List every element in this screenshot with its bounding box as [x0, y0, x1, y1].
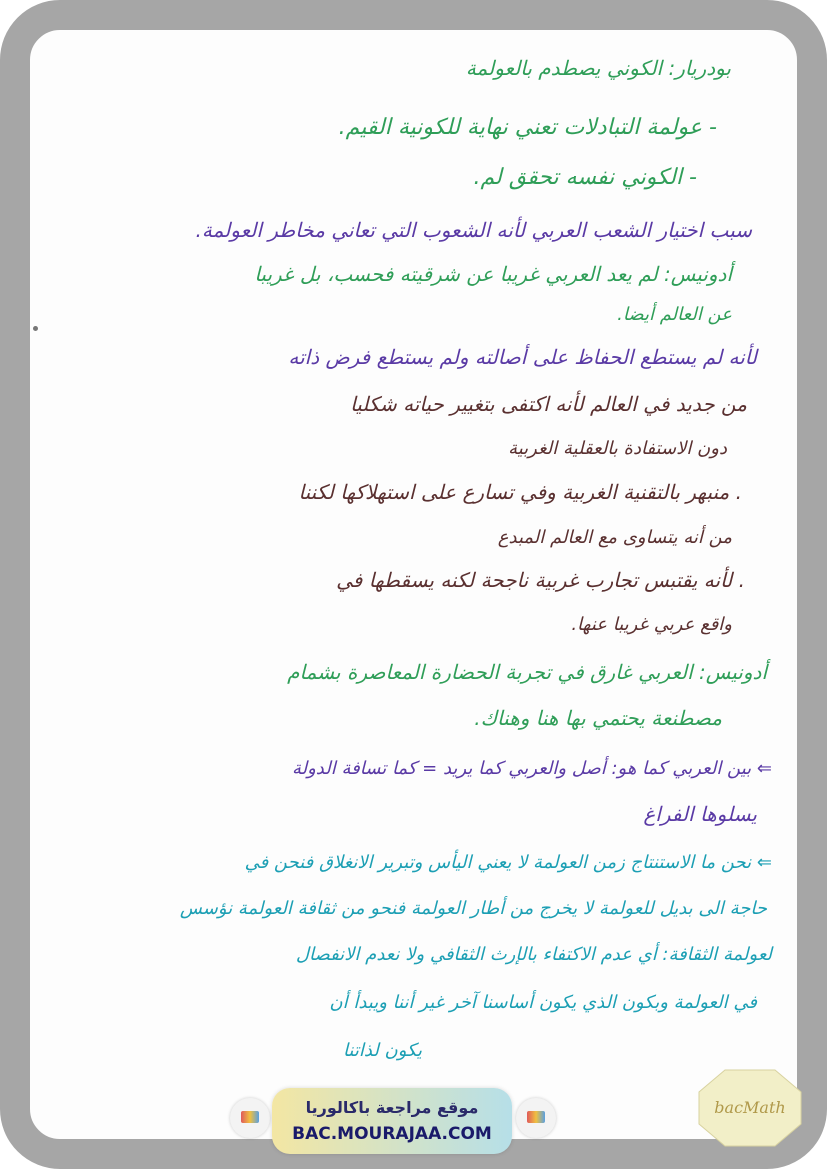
bacmath-badge: [697, 1068, 803, 1148]
note-line-17: يسلوها الفراغ: [643, 802, 757, 826]
note-line-7: لأنه لم يستطع الحفاظ على أصالته ولم يستطع فرض ذاته: [288, 345, 757, 369]
site-banner-link[interactable]: [272, 1088, 512, 1154]
note-line-5: أدونيس: لم يعد العربي غريبا عن شرقيته فحسب، بل غريبا: [254, 262, 732, 286]
note-line-13: واقع عربي غريبا عنها.: [571, 614, 732, 635]
note-line-9: دون الاستفادة بالعقلية الغربية: [508, 438, 727, 459]
note-line-20: لعولمة الثقافة: أي عدم الاكتفاء بالإرث الثقافي ولا نعدم الانفصال: [295, 944, 772, 965]
book-icon: [241, 1111, 259, 1123]
note-line-22: يكون لذاتنا: [342, 1040, 422, 1061]
note-line-6: عن العالم أيضا.: [617, 304, 732, 325]
margin-dot: [33, 326, 38, 331]
note-line-3: - الكوني نفسه تحقق لم.: [473, 165, 697, 190]
note-line-15: مصطنعة يحتمي بها هنا وهناك.: [474, 706, 722, 730]
note-line-2: - عولمة التبادلات تعني نهاية للكونية القيم.: [338, 115, 717, 140]
badge-label: bacMath: [714, 1098, 786, 1117]
site-banner-url[interactable]: BAC.MOURAJAA.COM: [292, 1124, 492, 1144]
note-line-4: سبب اختيار الشعب العربي لأنه الشعوب التي تعاني مخاطر العولمة.: [195, 218, 752, 242]
note-line-11: من أنه يتساوى مع العالم المبدع: [497, 527, 732, 548]
note-line-14: أدونيس: العربي غارق في تجربة الحضارة المعاصرة بشمام: [287, 660, 767, 684]
note-line-21: في العولمة وبكون الذي يكون أساسنا آخر غير أننا ويبدأ أن: [329, 992, 757, 1013]
book-icon: [527, 1111, 545, 1123]
note-line-10: . منبهر بالتقنية الغربية وفي تسارع على استهلاكها لكننا: [298, 480, 742, 504]
site-logo-icon: [230, 1098, 270, 1138]
note-line-1: بودريار: الكوني يصطدم بالعولمة: [465, 56, 731, 80]
site-logo-icon-right: [516, 1098, 556, 1138]
note-line-16: ⇐ بين العربي كما هو: أصل والعربي كما يريد = كما تسافة الدولة: [291, 758, 772, 779]
note-line-8: من جديد في العالم لأنه اكتفى بتغيير حياته شكليا: [350, 392, 747, 416]
note-line-18: ⇐ نحن ما الاستنتاج زمن العولمة لا يعني اليأس وتبرير الانغلاق فنحن في: [244, 852, 772, 873]
note-line-19: حاجة الى بديل للعولمة لا يخرج من أطار العولمة فنحو من ثقافة العولمة نؤسس: [179, 898, 767, 919]
note-line-12: . لأنه يقتبس تجارب غربية ناجحة لكنه يسقطها في: [336, 568, 745, 592]
site-banner-title: موقع مراجعة باكالوريا: [305, 1098, 479, 1117]
